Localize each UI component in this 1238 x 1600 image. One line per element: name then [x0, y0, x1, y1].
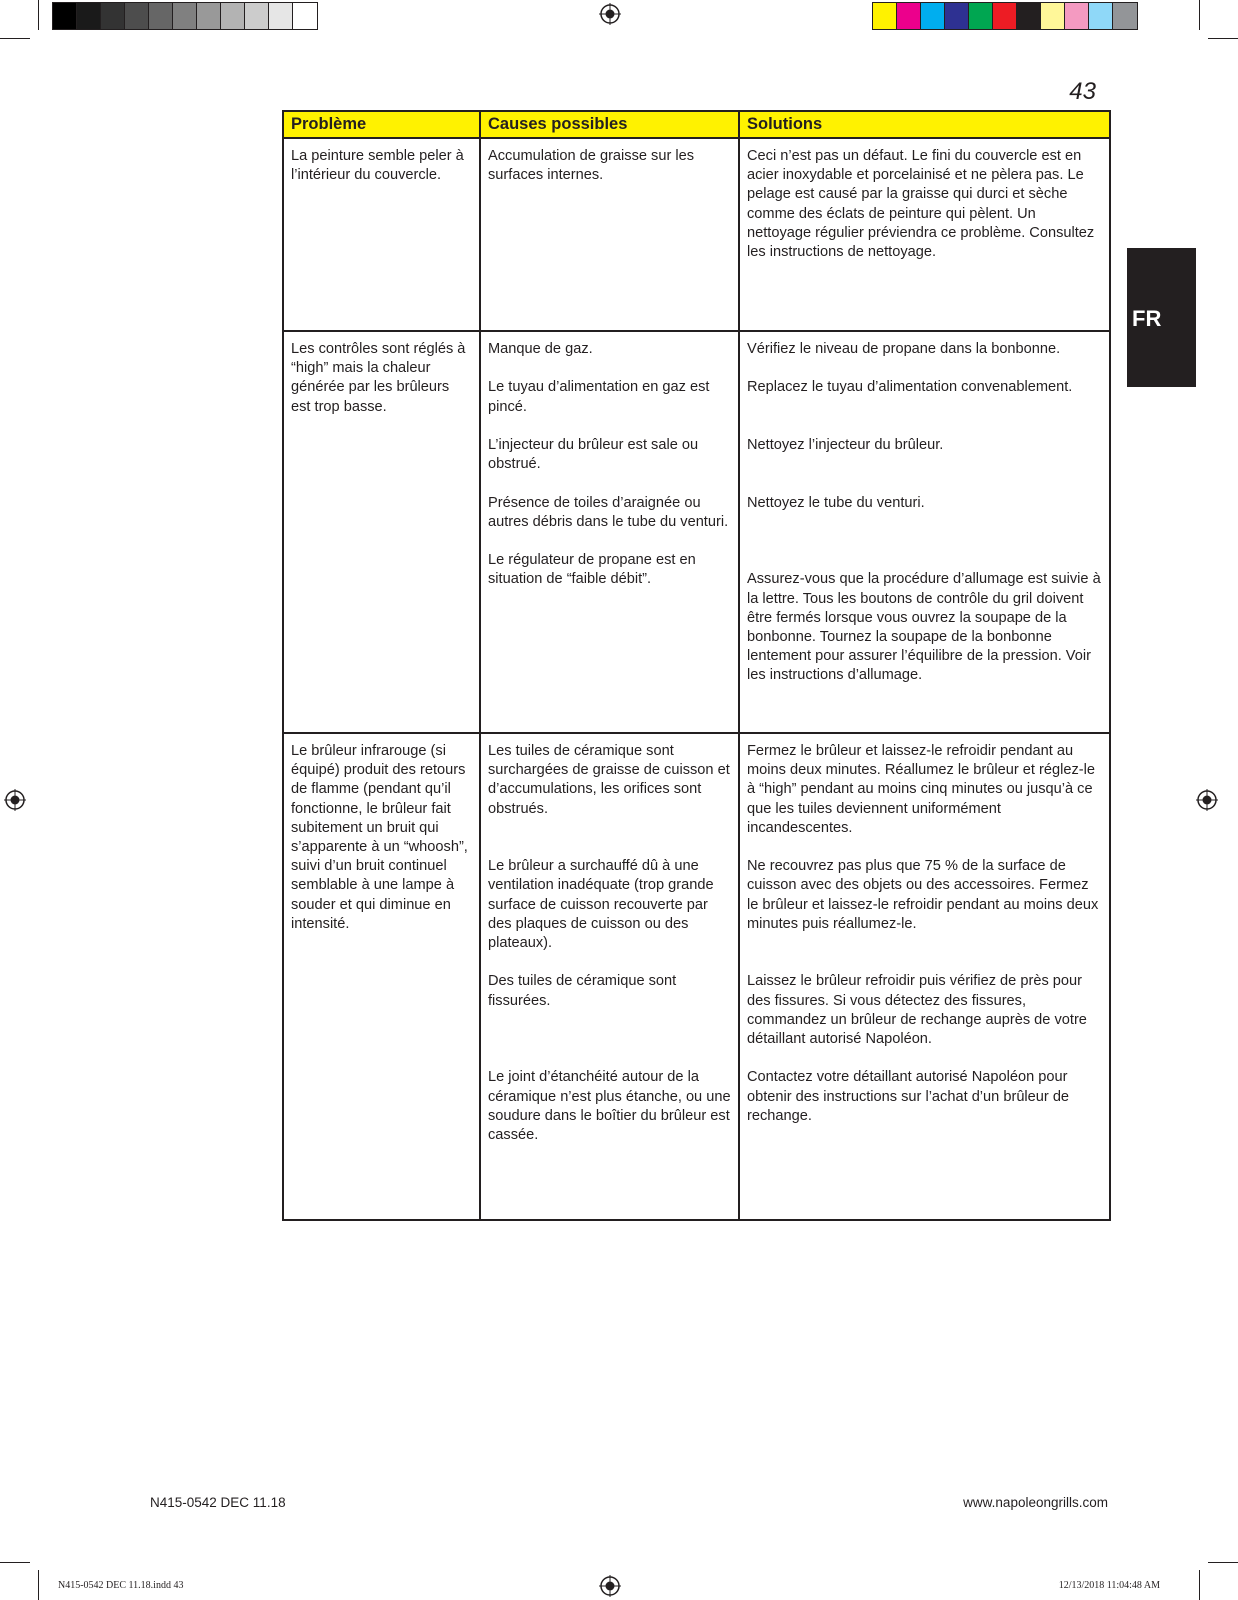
solutions-cell — [739, 331, 1110, 733]
crop-mark — [1199, 1570, 1200, 1600]
crop-mark — [0, 38, 30, 39]
color-swatch — [1017, 3, 1041, 29]
problem-text: Le brûleur infrarouge (si équipé) produit des retours de flamme (pendant qu’il fonctionne, le brûleur fait subitement un bruit qui s’apparente à un “whoosh”, suivi d’un bruit continuel semblable à une lampe à souder et qui diminue en intensité. — [291, 743, 468, 932]
solution-text: Replacez le tuyau d’alimentation convenablement. — [747, 379, 1073, 396]
header-causes: Causes possibles — [480, 111, 739, 138]
color-swatch — [269, 3, 293, 29]
color-swatch — [1065, 3, 1089, 29]
process-color-bar — [872, 2, 1138, 30]
cause-text: L’injecteur du brûleur est sale ou obstrué. — [488, 436, 699, 473]
registration-mark-icon — [599, 1575, 621, 1597]
cause-text: Le tuyau d’alimentation en gaz est pincé. — [488, 379, 710, 415]
color-swatch — [873, 3, 897, 29]
crop-mark — [1208, 38, 1238, 39]
solution-text: Contactez votre détaillant autorisé Napoléon pour obtenir des instructions sur l’achat d’un brûleur de rechange. — [747, 1069, 1070, 1124]
crop-mark — [0, 1562, 30, 1563]
solution-text: Vérifiez le niveau de propane dans la bonbonne. — [747, 341, 1061, 357]
color-swatch — [897, 3, 921, 29]
cause-text: Le joint d’étanchéité autour de la céramique n’est plus étanche, ou une soudure dans le boîtier du brûleur est cassée. — [488, 1069, 731, 1143]
website-link[interactable]: www.napoleongrills.com — [963, 1495, 1108, 1510]
registration-mark-icon — [1196, 789, 1218, 811]
cause-text: Des tuiles de céramique sont fissurées. — [488, 973, 677, 1009]
color-swatch — [921, 3, 945, 29]
solution-text: Assurez-vous que la procédure d’allumage est suivie à la lettre. Tous les boutons de contrôle du gril doivent être fermés lorsque vous ouvrez la soupape de la bonbonne. Tournez la soupape de la bonbonne lentement pour assurer l’équilibre de la pression. Voir les instructions d’allumage. — [747, 571, 1101, 684]
cause-text: Accumulation de graisse sur les surfaces internes. — [488, 148, 695, 184]
slug-timestamp: 12/13/2018 11:04:48 AM — [1058, 1580, 1160, 1591]
crop-mark — [38, 1570, 39, 1600]
problem-cell — [283, 331, 480, 733]
color-swatch — [221, 3, 245, 29]
color-swatch — [125, 3, 149, 29]
causes-cell — [480, 138, 739, 331]
color-swatch — [993, 3, 1017, 29]
cause-text: Le régulateur de propane est en situation de “faible débit”. — [488, 552, 696, 588]
solutions-cell — [739, 733, 1110, 1220]
page-number: 43 — [1069, 78, 1096, 105]
table-row — [283, 138, 1110, 331]
color-swatch — [969, 3, 993, 29]
cause-text: Le brûleur a surchauffé dû à une ventilation inadéquate (trop grande surface de cuisson recouverte par des plaques de cuisson ou des plateaux). — [488, 858, 714, 952]
cause-text: Les tuiles de céramique sont surchargées de graisse de cuisson et d’accumulations, les orifices sont obstrués. — [488, 743, 730, 817]
registration-mark-icon — [4, 789, 26, 811]
problem-cell — [283, 138, 480, 331]
crop-mark — [1208, 1562, 1238, 1563]
color-swatch — [945, 3, 969, 29]
grayscale-color-bar — [52, 2, 318, 30]
color-swatch — [101, 3, 125, 29]
table-row — [283, 733, 1110, 1220]
crop-mark — [1199, 0, 1200, 30]
solution-text: Nettoyez l’injecteur du brûleur. — [747, 436, 944, 453]
solution-text: Nettoyez le tube du venturi. — [747, 494, 925, 511]
color-swatch — [197, 3, 221, 29]
table-header-row — [283, 111, 1110, 138]
problem-cell — [283, 733, 480, 1220]
solution-text: Fermez le brûleur et laissez-le refroidir pendant au moins deux minutes. Réallumez le brûleur et réglez-le à “high” pendant au moins cinq minutes ou jusqu’à ce que les tuiles deviennent uniformément incandescentes. — [747, 743, 1095, 836]
problem-text: La peinture semble peler à l’intérieur du couvercle. — [291, 148, 464, 184]
header-solutions: Solutions — [739, 111, 1110, 138]
troubleshooting-table — [282, 110, 1111, 1221]
color-swatch — [53, 3, 77, 29]
language-tab-fr: FR — [1127, 248, 1196, 387]
color-swatch — [1113, 3, 1137, 29]
color-swatch — [173, 3, 197, 29]
document-code: N415-0542 DEC 11.18 — [150, 1495, 286, 1510]
color-swatch — [1041, 3, 1065, 29]
cause-text: Manque de gaz. — [488, 341, 593, 357]
cause-text: Présence de toiles d’araignée ou autres débris dans le tube du venturi. — [488, 494, 729, 530]
color-swatch — [293, 3, 317, 29]
slug-filename: N415-0542 DEC 11.18.indd 43 — [58, 1580, 184, 1591]
solution-text: Ceci n’est pas un défaut. Le fini du couvercle est en acier inoxydable et porcelainisé et ne pèlera pas. Le pelage est causé par la graisse qui durci et sèche comme des éclats de peinture qui pèlent. Un nettoyage régulier préviendra ce problème. Consultez les instructions de nettoyage. — [747, 148, 1095, 261]
problem-text: Les contrôles sont réglés à “high” mais la chaleur générée par les brûleurs est trop basse. — [291, 341, 466, 415]
solution-text: Laissez le brûleur refroidir puis vérifiez de près pour des fissures. Si vous détectez des fissures, commandez un brûleur de rechange auprès de votre détaillant autorisé Napoléon. — [747, 973, 1087, 1048]
color-swatch — [149, 3, 173, 29]
solutions-cell — [739, 138, 1110, 331]
color-swatch — [1089, 3, 1113, 29]
header-problem: Problème — [283, 111, 480, 138]
color-swatch — [77, 3, 101, 29]
crop-mark — [38, 0, 39, 30]
solution-text: Ne recouvrez pas plus que 75 % de la surface de cuisson avec des objets ou des accessoires. Fermez le brûleur et laissez-le refroidir pendant au moins deux minutes puis réallumez-le. — [747, 858, 1099, 932]
causes-cell — [480, 331, 739, 733]
table-row — [283, 331, 1110, 733]
causes-cell — [480, 733, 739, 1220]
registration-mark-icon — [599, 3, 621, 25]
color-swatch — [245, 3, 269, 29]
